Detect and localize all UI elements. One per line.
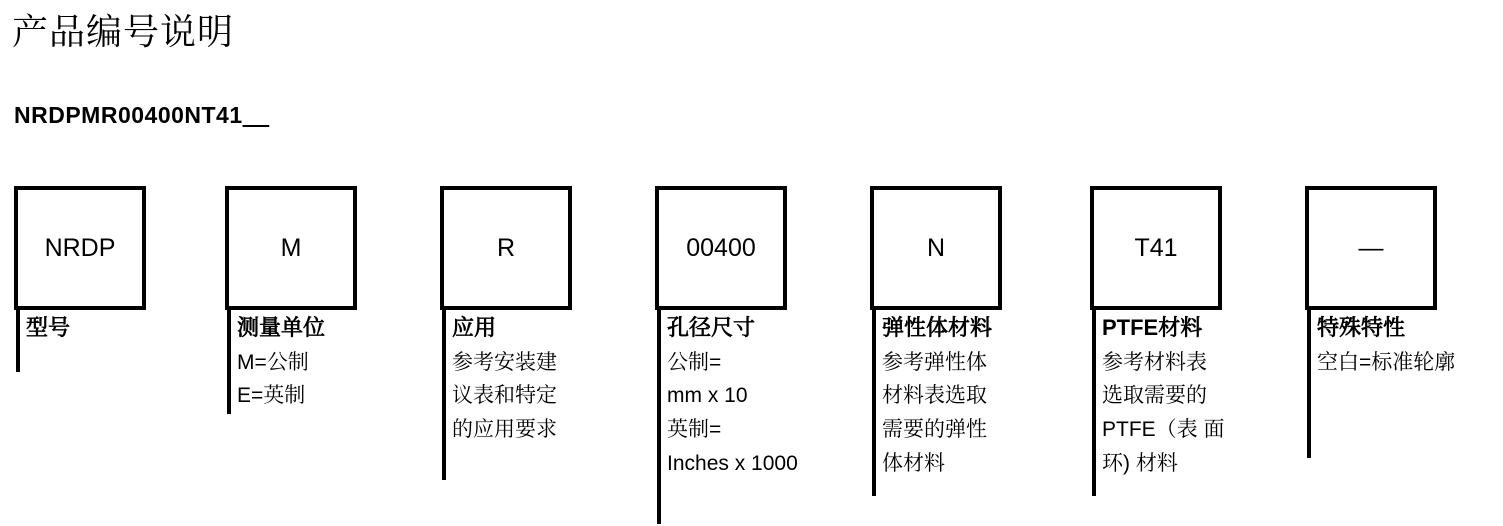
segment-detail-line: 参考弹性体 <box>882 350 987 374</box>
segment-heading: 应用 <box>452 315 497 340</box>
segment-heading: PTFE材料 <box>1102 315 1203 340</box>
connector-line <box>1307 310 1311 458</box>
segment-heading: 测量单位 <box>237 315 326 340</box>
segment-detail-line: 的应用要求 <box>452 418 557 442</box>
segment-description <box>452 314 622 445</box>
code-segment <box>440 186 572 442</box>
segment-detail-line: 参考材料表 <box>1102 350 1207 374</box>
segment-detail-line: 材料表选取 <box>882 384 987 408</box>
connector-line <box>227 310 231 414</box>
segment-heading: 弹性体材料 <box>882 315 993 340</box>
connector-line <box>16 310 20 372</box>
code-segment <box>14 186 146 340</box>
part-number-suffix: __ <box>242 102 270 128</box>
segment-description <box>667 314 837 479</box>
connector-line <box>657 310 661 524</box>
code-box: T41 <box>1090 186 1222 310</box>
segment-detail-line: 环) 材料 <box>1102 451 1178 475</box>
segment-heading: 特殊特性 <box>1317 315 1406 340</box>
code-segment <box>1305 186 1456 374</box>
segment-description <box>26 314 196 348</box>
segment-detail-line: 选取需要的 <box>1102 384 1207 408</box>
segment-heading: 型号 <box>26 315 71 340</box>
code-box: R <box>440 186 572 310</box>
segment-detail-line: 空白=标准轮廓 <box>1317 350 1456 374</box>
code-segment <box>1090 186 1225 475</box>
segment-heading: 孔径尺寸 <box>667 315 756 340</box>
segment-detail-line: Inches x 1000 <box>667 451 798 475</box>
segment-detail-line: 参考安装建 <box>452 350 557 374</box>
connector-line <box>1092 310 1096 496</box>
code-box: — <box>1305 186 1437 310</box>
segment-detail-line: 体材料 <box>882 451 945 475</box>
code-segment <box>655 186 798 475</box>
segment-detail-line: E=英制 <box>237 384 306 408</box>
code-breakdown-diagram <box>0 186 1503 526</box>
connector-line <box>872 310 876 496</box>
code-box: M <box>225 186 357 310</box>
code-segment <box>870 186 1002 475</box>
connector-line <box>442 310 446 480</box>
part-number-code: NRDPMR00400NT41 <box>14 102 243 128</box>
code-segment <box>225 186 357 408</box>
segment-detail-line: 公制= <box>667 350 722 374</box>
segment-description <box>1102 314 1272 479</box>
segment-description <box>1317 314 1487 377</box>
segment-description <box>237 314 407 411</box>
segment-detail-line: 需要的弹性 <box>882 418 987 442</box>
segment-detail-line: 英制= <box>667 418 722 442</box>
page-title: 产品编号说明 <box>12 12 235 52</box>
segment-detail-line: 议表和特定 <box>452 384 557 408</box>
part-number <box>14 102 269 129</box>
code-box: N <box>870 186 1002 310</box>
segment-detail-line: M=公制 <box>237 350 309 374</box>
code-box: NRDP <box>14 186 146 310</box>
code-box: 00400 <box>655 186 787 310</box>
segment-description <box>882 314 1052 479</box>
segment-detail-line: PTFE（表 面 <box>1102 418 1225 442</box>
segment-detail-line: mm x 10 <box>667 384 748 408</box>
